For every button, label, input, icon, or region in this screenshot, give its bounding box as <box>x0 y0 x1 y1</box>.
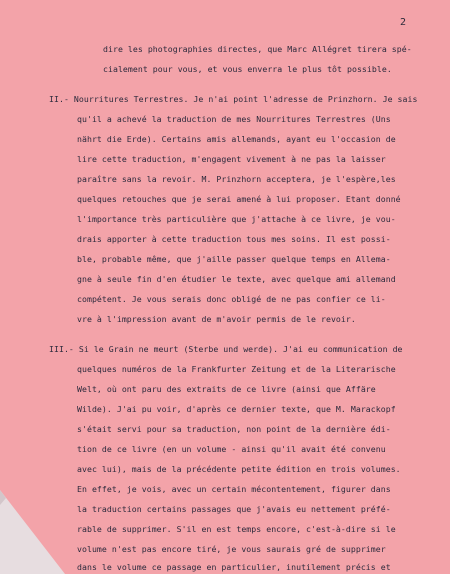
text-line: compétent. Je vous serais donc obligé de ne pas confier ce li- <box>77 294 386 304</box>
text-line: rable de supprimer. S'il en est temps encore, c'est-à-dire si le <box>77 524 396 534</box>
text-line: III.- Si le Grain ne meurt (Sterbe und werde). J'ai eu communication de <box>49 344 403 354</box>
text-line: tion de ce livre (en un volume - ainsi qu'il avait été convenu <box>77 444 386 454</box>
page-number: 2 <box>400 17 407 28</box>
text-line: nährt die Erde). Certains amis allemands, ayant eu l'occasion de <box>77 134 396 144</box>
text-line: II.- Nourritures Terrestres. Je n'ai point l'adresse de Prinzhorn. Je sais <box>49 94 418 104</box>
text-line: l'importance très particulière que j'attache à ce livre, je vou- <box>77 214 396 224</box>
text-line: Welt, où ont paru des extraits de ce livre (ainsi que Affäre <box>77 384 376 394</box>
text-line: ble, probable même, que j'aille passer quelque temps en Allema- <box>77 254 391 264</box>
text-line: dire les photographies directes, que Marc Allégret tirera spé- <box>103 44 412 54</box>
text-line: paraître sans la revoir. M. Prinzhorn acceptera, je l'espère,les <box>77 174 396 184</box>
text-line: la traduction certains passages que j'avais eu nettement préfé- <box>77 504 391 514</box>
text-line: En effet, je vois, avec un certain mécontentement, figurer dans <box>77 484 391 494</box>
text-line: dans le volume ce passage en particulier, inutilement précis et <box>77 562 391 572</box>
text-line: quelques numéros de la Frankfurter Zeitung et de la Literarische <box>77 364 396 374</box>
text-line: vre à l'impression avant de m'avoir permis de le revoir. <box>77 314 356 324</box>
text-line: s'était servi pour sa traduction, non point de la dernière édi- <box>77 424 391 434</box>
text-line: drais apporter à cette traduction tous mes soins. Il est possi- <box>77 234 391 244</box>
text-line: cialement pour vous, et vous enverra le plus tôt possible. <box>103 64 392 74</box>
text-line: avec lui), mais de la précédente petite édition en trois volumes. <box>77 464 401 474</box>
text-line: lire cette traduction, m'engagent vivement à ne pas la laisser <box>77 154 386 164</box>
text-line: volume n'est pas encore tiré, je vous saurais gré de supprimer <box>77 544 386 554</box>
text-line: quelques retouches que je serai amené à lui proposer. Etant donné <box>77 194 401 204</box>
text-line: gne à seule fin d'en étudier le texte, avec quelque ami allemand <box>77 274 396 284</box>
text-line: Wilde). J'ai pu voir, d'après ce dernier texte, que M. Marackopf <box>77 404 396 414</box>
text-line: qu'il a achevé la traduction de mes Nourritures Terrestres (Uns <box>77 114 391 124</box>
